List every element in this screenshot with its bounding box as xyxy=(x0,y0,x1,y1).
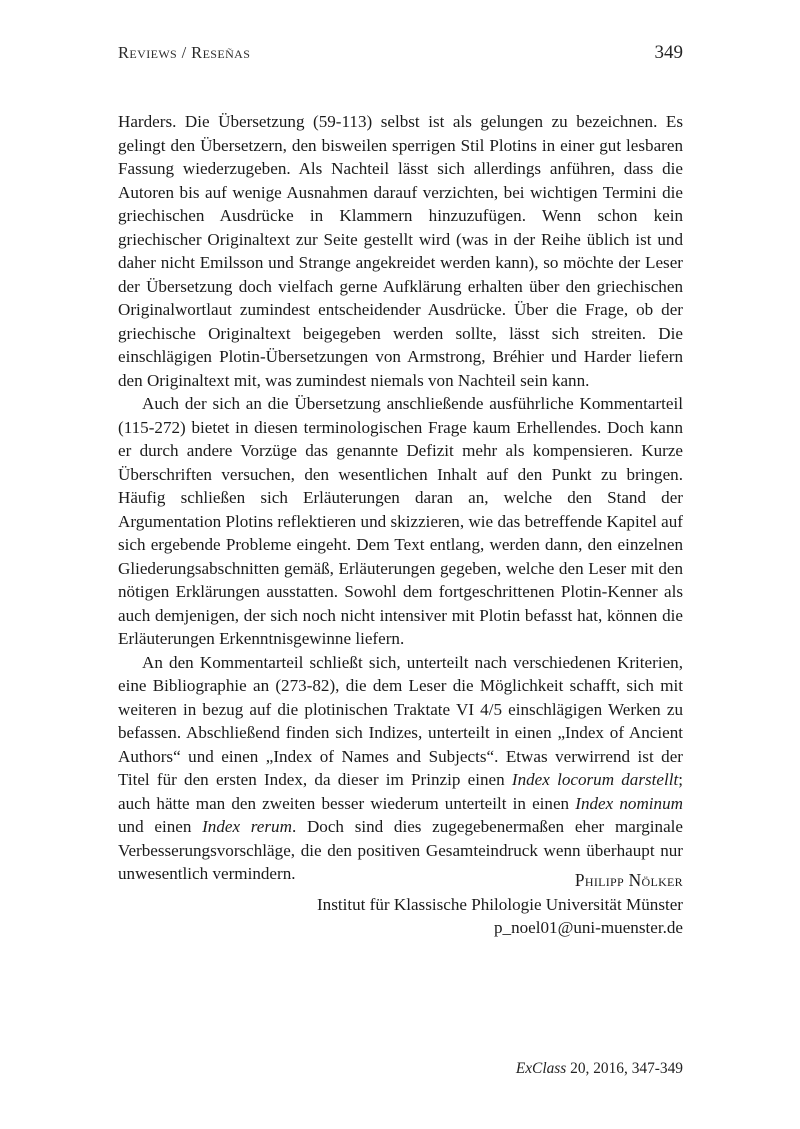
author-email: p_noel01@uni-muenster.de xyxy=(493,918,683,937)
running-head xyxy=(118,42,683,66)
text-run: ; auch hätte man den zweiten besser wiederum unterteilt in einen xyxy=(118,770,683,813)
text-run: An den Kommentarteil schließt sich, unterteilt nach verschiedenen Kriterien, eine Bibliographie an (273-82), die dem Leser die Möglichkeit schafft, sich mit weiteren in bezug auf die plotinischen Traktate VI 4/5 einschlägigen Werken zu befassen. Abschließend finden sich Indizes, unterteilt in einen „Index of Ancient Authors“ und einen „Index of Names and Subjects“. Etwas verwirrend ist der Titel für den ersten Index, da dieser im Prinzip einen xyxy=(118,652,683,789)
paragraph-3 xyxy=(118,651,683,886)
italic-title: Index nominum xyxy=(575,793,683,813)
text-run: . Doch sind dies zugegebenermaßen eher marginale Verbesserungsvorschläge, die den positiven Gesamteindruck wenn überhaupt nur unwesentlich vermindern. xyxy=(118,817,683,883)
paragraph-2: Auch der sich an die Übersetzung anschließende ausführliche Kommentarteil (115-272) bietet in diesen terminologischen Frage kaum Erhellendes. Doch kann er durch andere Vorzüge das genannte Defizit mehr als kompensieren. Kurze Überschriften versuchen, den wesentlichen Inhalt auf den Punkt zu bringen. Häufig schließen sich Erläuterungen daran an, welche den Stand der Argumentation Plotins reflektieren und skizzieren, wie das betreffende Kapitel auf sich ergebende Probleme eingeht. Dem Text entlang, werden dann, den einzelnen Gliederungsabschnitten gemäß, Erläuterungen gegeben, welche den Leser mit den nötigen Erklärungen ausstatten. Sowohl dem fortgeschrittenen Plotin-Kenner als auch demjenigen, der sich noch nicht intensiver mit Plotin befasst hat, können die Erläuterungen Erkenntnisgewinne liefern. xyxy=(118,394,683,648)
author-affiliation: Institut für Klassische Philologie Universität Münster xyxy=(316,894,683,914)
body-text xyxy=(118,110,683,886)
italic-title: Index locorum darstellt xyxy=(511,770,679,789)
italic-title: Index rerum xyxy=(202,817,292,836)
signature-block xyxy=(118,869,683,940)
paragraph-1: Harders. Die Übersetzung (59-113) selbst ist als gelungen zu bezeichnen. Es gelingt den Übersetzern, den bisweilen sperrigen Stil Plotins in einer gut lesbaren Fassung wiederzugeben. Als Nachteil lässt sich allerdings anführen, dass die Autoren bis auf wenige Ausnahmen darauf verzichten, bei wichtigen Termini die griechischen Ausdrücke in Klammern hinzuzufügen. Wenn schon kein griechischer Originaltext zur Seite gestellt wird (was in der Reihe üblich ist und daher nicht Emilsson und Strange angekreidet werden kann), so möchte der Leser der Übersetzung doch vielfach gerne Aufklärung erhalten über den griechischen Originalwortlaut zumindest entscheidender Ausdrücke. Über die Frage, ob der griechische Originaltext beigegeben werden sollte, lässt sich streiten. Die einschlägigen Plotin-Übersetzungen von Armstrong, Bréhier und Harder liefern den Originaltext mit, was zumindest niemals von Nachteil sein kann. xyxy=(118,112,683,390)
author-name: Philipp Nölker xyxy=(574,870,683,890)
page-number: 349 xyxy=(654,42,683,63)
footer-citation xyxy=(118,1060,683,1078)
text-run: und einen xyxy=(118,817,203,836)
citation-details: 20, 2016, 347-349 xyxy=(566,1060,683,1077)
journal-name: ExClass xyxy=(515,1060,567,1077)
running-head-title: Reviews / Reseñas xyxy=(118,43,251,62)
